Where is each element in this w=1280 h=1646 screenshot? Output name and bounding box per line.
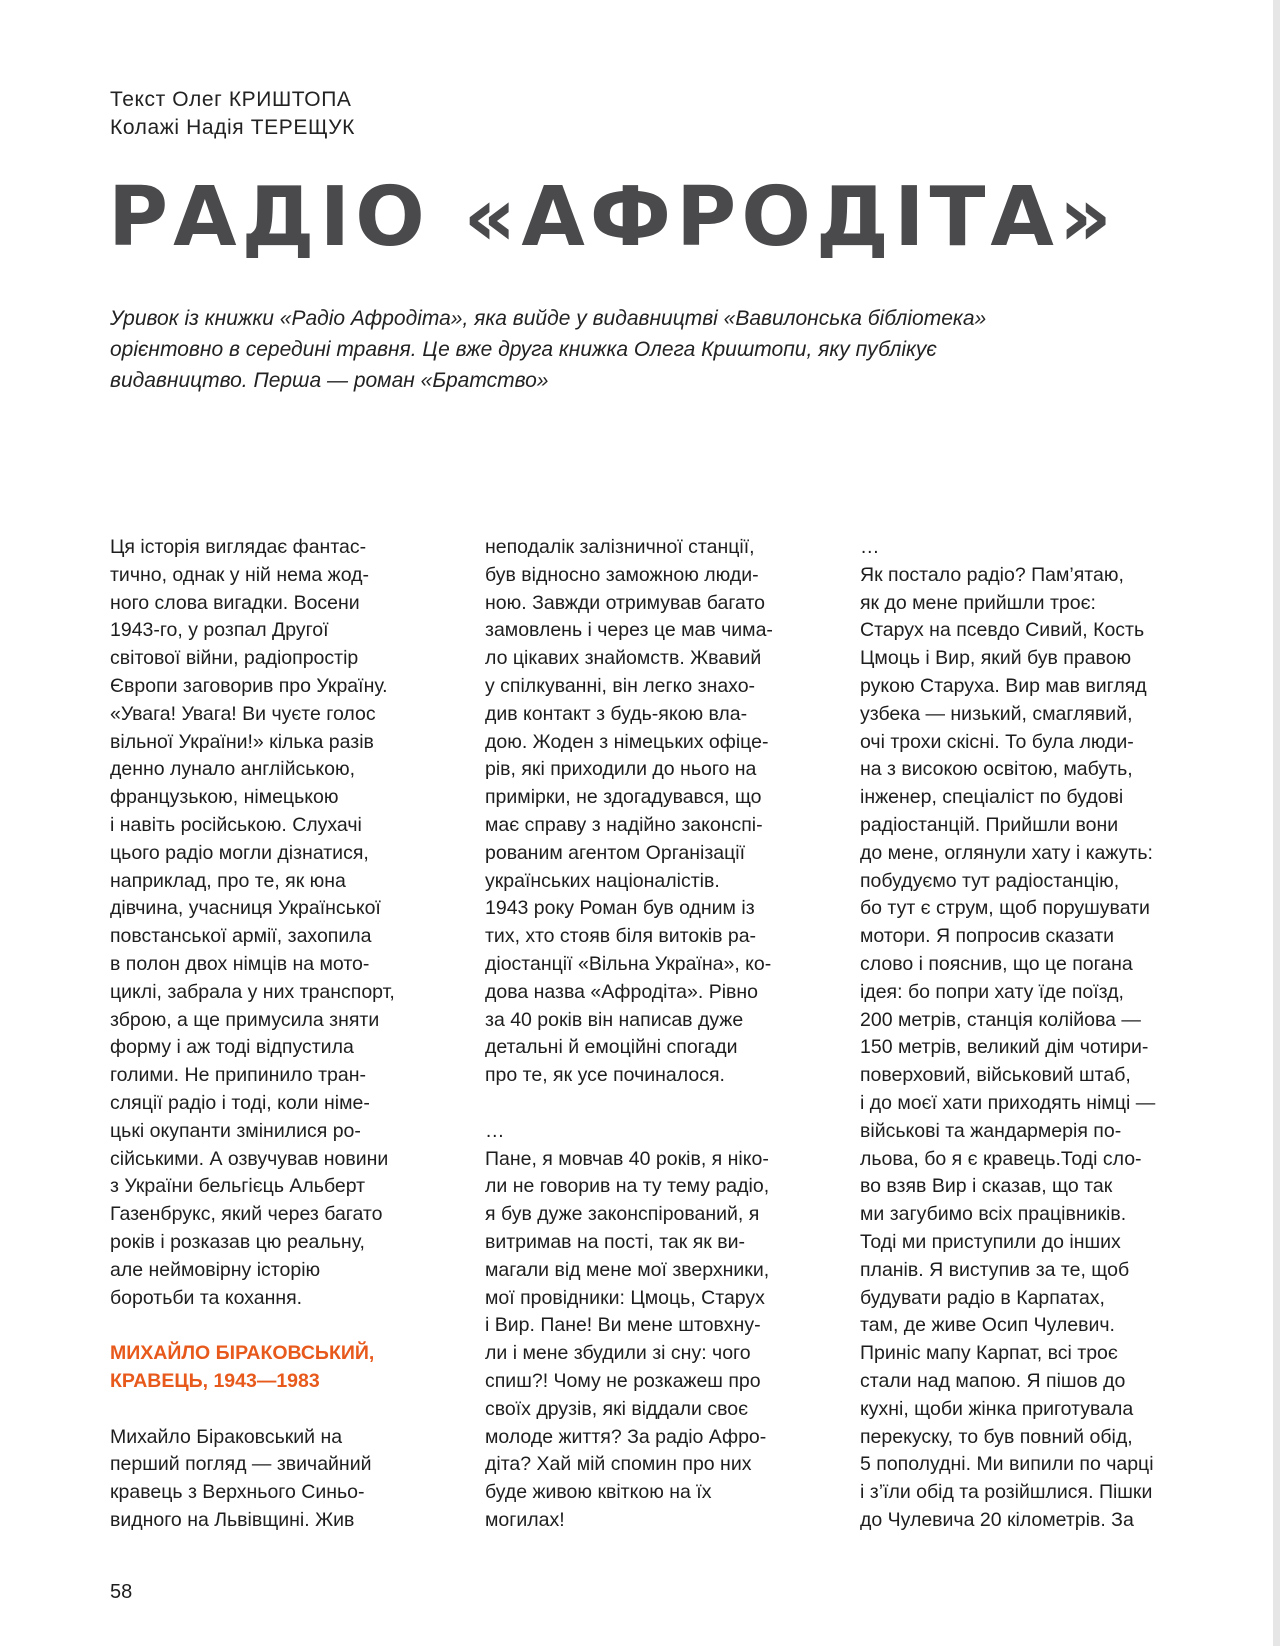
text-line: я був дуже законспірований, я [485,1203,760,1226]
text-column-2 [485,534,815,1535]
text-line: во взяв Вир і сказав, що так [860,1175,1113,1198]
text-line: денно лунало англійською, [110,758,356,781]
text-line: поверховий, військовий штаб, [860,1064,1131,1087]
text-line: примірки, не здогадувався, що [485,786,762,809]
text-line: там, де живе Осип Чулевич. [860,1314,1115,1337]
text-line: рів, які приходили до нього на [485,758,757,781]
text-line: див контакт з будь-якою вла- [485,702,748,725]
paragraph-gap [110,1312,440,1340]
text-line: … [485,1119,505,1142]
text-line: на з високою освітою, мабуть, [860,758,1133,781]
text-line: інженер, спеціаліст по будові [860,786,1124,809]
text-line: ли і мене збудили зі сну: чого [485,1342,751,1365]
text-line: могилах! [485,1508,565,1531]
text-line: витримав на пості, так як ви- [485,1230,745,1253]
text-line: перекуску, то був повний обід, [860,1425,1133,1448]
text-line: … [860,536,880,558]
text-line: МИХАЙЛО БІРАКОВСЬКИЙ, [110,1342,375,1365]
text-line: але неймовірну історію [110,1258,321,1281]
text-line: бо тут є струм, щоб порушувати [860,897,1150,920]
text-line: мотори. Я попросив сказати [860,925,1115,948]
text-line: років і розказав цю реальну, [110,1230,365,1253]
text-line: 1943-го, у розпал Другої [110,619,329,642]
text-line: 200 метрів, станція колійова — [860,1008,1141,1031]
text-line: українських націоналістів. [485,869,720,892]
text-line: світової війни, радіопростір [110,647,359,670]
text-line: вільної України!» кілька разів [110,730,374,753]
text-line: зброю, а ще примусила зняти [110,1008,380,1031]
text-line: як до мене прийшли троє: [860,591,1096,614]
text-line: ідея: бо попри хату їде поїзд, [860,980,1124,1003]
text-column-1 [110,534,440,1535]
text-line: Михайло Біраковський на [110,1425,343,1448]
credits [110,86,355,142]
text-line: в полон двох німців на мото- [110,952,370,975]
text-line: ли не говорив на ту тему радіо, [485,1175,770,1198]
text-line: Приніс мапу Карпат, всі троє [860,1342,1118,1365]
text-line: і до моєї хати приходять німці — [860,1091,1156,1114]
text-line: спиш?! Чому не розкажеш про [485,1369,761,1392]
text-line: буде живою квіткою на їх [485,1481,712,1504]
text-line: кравець з Верхнього Синьо- [110,1481,365,1504]
text-line: з України бельгієць Альберт [110,1175,366,1198]
text-line: побудуємо тут радіостанцію, [860,869,1120,892]
text-line: повстанської армії, захопила [110,925,372,948]
text-line: Ця історія виглядає фантас- [110,536,367,558]
text-line: Газенбрукс, який через багато [110,1203,383,1226]
article-title: РАДІО «АФРОДІТА» [108,170,1117,265]
text-line: Пане, я мовчав 40 років, я ніко- [485,1147,769,1170]
text-line: у спілкуванні, він легко знахо- [485,674,756,697]
lead-line: Уривок із книжки «Радіо Афродіта», яка вийде у видавництві «Вавилонська бібліотека» [110,307,987,330]
text-line: діта? Хай мій спомин про них [485,1453,752,1476]
text-line: дівчина, учасниця Української [110,897,381,920]
lead-line: видавництво. Перша — роман «Братство» [110,369,549,392]
text-line: очі трохи скісні. То була люди- [860,730,1134,753]
text-line: льова, бо я є кравець.Тоді сло- [860,1147,1142,1170]
column1-paragraph2 [110,1424,440,1535]
text-line: дою. Жоден з німецьких офіце- [485,730,769,753]
text-line: видного на Львівщині. Жив [110,1508,355,1531]
text-line: рованим агентом Організації [485,841,746,864]
text-line: детальні й емоційні спогади [485,1036,738,1059]
column3-paragraph1 [860,534,1220,1535]
lead-line: орієнтовно в середині травня. Це вже друга книжка Олега Криштопи, яку публікує [110,338,937,361]
column2-paragraph1 [485,534,815,1090]
text-line: радіостанцій. Прийшли вони [860,813,1119,836]
text-line: військові та жандармерія по- [860,1119,1122,1142]
text-line: ного слова вигадки. Восени [110,591,360,614]
text-line: 150 метрів, великий дім чотири- [860,1036,1149,1059]
text-line: своїх друзів, які віддали своє [485,1397,749,1420]
text-line: цькі окупанти змінилися ро- [110,1119,361,1142]
column1-paragraph1 [110,534,440,1312]
text-line: Як постало радіо? Пам’ятаю, [860,563,1124,586]
text-line: до Чулевича 20 кілометрів. За [860,1508,1134,1531]
text-line: тично, однак у ній нема жод- [110,563,369,586]
text-line: дова назва «Афродіта». Рівно [485,980,758,1003]
text-line: діостанції «Вільна Україна», ко- [485,952,772,975]
section-heading [110,1340,440,1396]
column2-paragraph2 [485,1118,815,1535]
text-line: Європи заговорив про Україну. [110,674,388,697]
text-line: «Увага! Увага! Ви чуєте голос [110,702,376,725]
text-line: форму і аж тоді відпустила [110,1036,354,1059]
page-number: 58 [110,1581,133,1603]
text-line: і з’їли обід та розійшлися. Пішки [860,1481,1153,1504]
text-line: цього радіо могли дізнатися, [110,841,369,864]
text-line: про те, як усе починалося. [485,1064,725,1087]
page-edge [1273,0,1280,1646]
text-line: мої провідники: Цмоць, Старух [485,1286,765,1309]
text-line: кухні, щоби жінка приготувала [860,1397,1134,1420]
article-lead [110,303,1050,396]
text-line: Цмоць і Вир, який був правою [860,647,1132,670]
text-line: замовлень і через це мав чима- [485,619,773,642]
text-line: магали від мене мої зверхники, [485,1258,770,1281]
text-line: планів. Я виступив за те, щоб [860,1258,1130,1281]
text-line: має справу з надійно законспі- [485,813,763,836]
text-line: наприклад, про те, як юна [110,869,346,892]
text-column-3 [860,534,1220,1535]
paragraph-gap [110,1396,440,1424]
text-line: 5 пополудні. Ми випили по чарці [860,1453,1154,1476]
text-line: рукою Старуха. Вир мав вигляд [860,674,1147,697]
text-line: циклі, забрала у них транспорт, [110,980,395,1003]
text-line: стали над мапою. Я пішов до [860,1369,1126,1392]
text-line: боротьби та кохання. [110,1286,303,1309]
credit-text-author: Текст Олег КРИШТОПА [110,88,352,111]
credit-collage-author: Колажі Надія ТЕРЕЩУК [110,116,356,139]
text-line: неподалік залізничної станції, [485,536,755,558]
text-line: і Вир. Пане! Ви мене штовхну- [485,1314,761,1337]
text-line: до мене, оглянули хату і кажуть: [860,841,1153,864]
text-line: сляції радіо і тоді, коли німе- [110,1091,370,1114]
text-line: тих, хто стояв біля витоків ра- [485,925,757,948]
text-line: молоде життя? За радіо Афро- [485,1425,767,1448]
text-line: КРАВЕЦЬ, 1943—1983 [110,1369,320,1392]
text-line: ло цікавих знайомств. Жвавий [485,647,762,670]
text-line: за 40 років він написав дуже [485,1008,744,1031]
text-line: Старух на псевдо Сивий, Кость [860,619,1145,642]
text-line: узбека — низький, смаглявий, [860,702,1133,725]
text-line: перший погляд — звичайний [110,1453,372,1476]
text-line: ми загубимо всіх працівників. [860,1203,1127,1226]
text-line: і навіть російською. Слухачі [110,813,362,836]
text-line: голими. Не припинило тран- [110,1064,367,1087]
text-line: сійськими. А озвучував новини [110,1147,389,1170]
text-line: Тоді ми приступили до інших [860,1230,1121,1253]
text-line: французькою, німецькою [110,786,339,809]
text-line: слово і пояснив, що це погана [860,952,1133,975]
text-line: ною. Завжди отримував багато [485,591,766,614]
text-line: будувати радіо в Карпатах, [860,1286,1105,1309]
text-line: 1943 року Роман був одним із [485,897,755,920]
text-line: був відносно заможною люди- [485,563,759,586]
paragraph-gap [485,1090,815,1118]
